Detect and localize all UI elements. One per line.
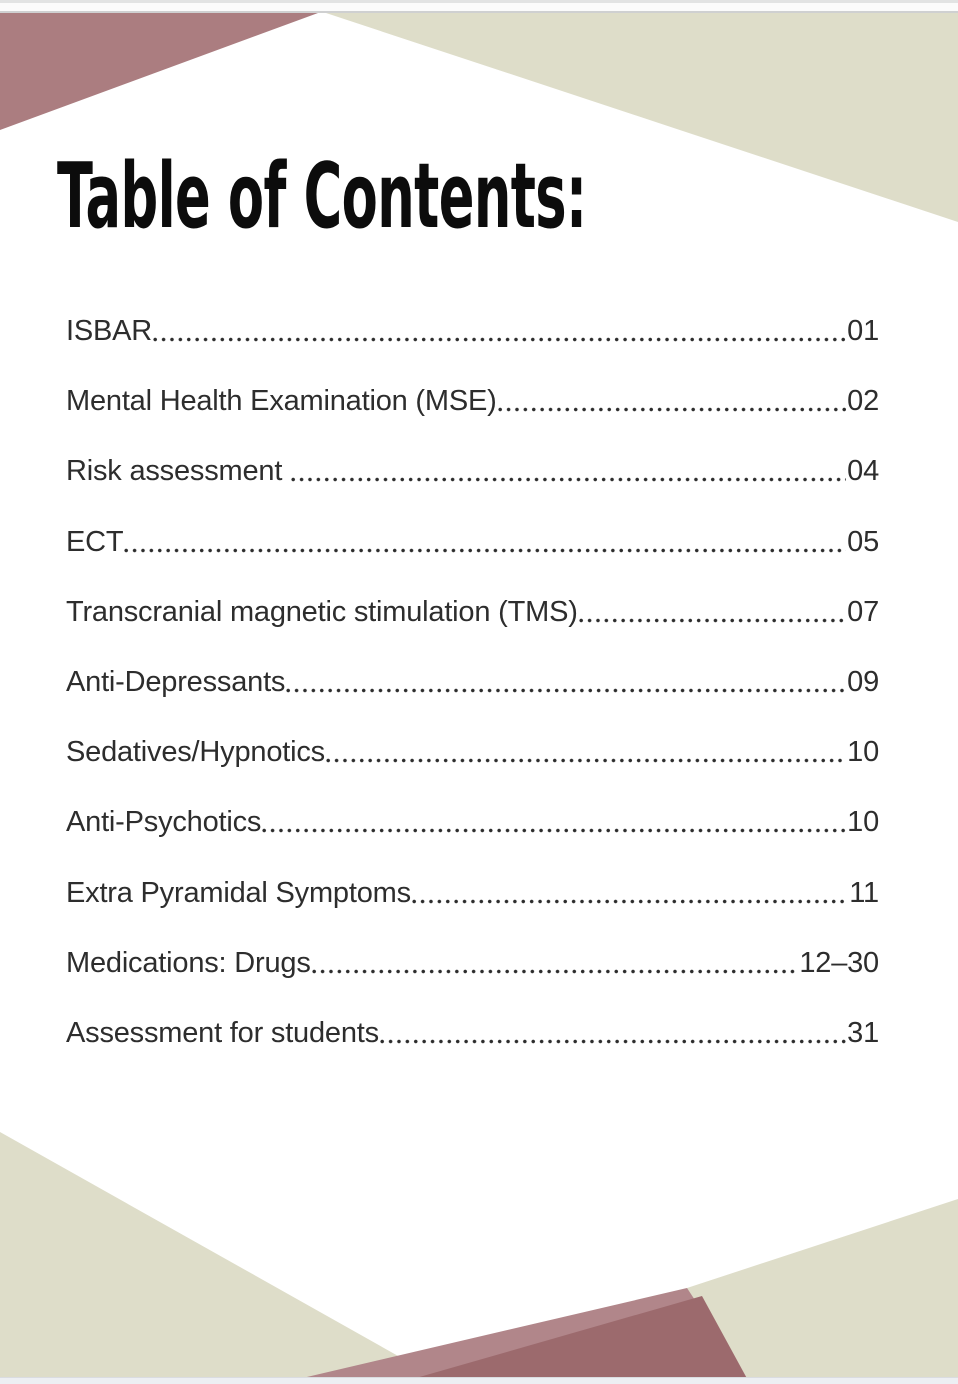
toc-entry (66, 456, 879, 487)
toc-entry-label: Anti-Depressants (66, 665, 286, 698)
toc-entry-label: Transcranial magnetic stimulation (TMS) (66, 595, 578, 628)
dots-leader (326, 758, 846, 763)
toc-entry (66, 807, 879, 838)
toc-entry-label: Sedatives/Hypnotics (66, 736, 325, 769)
bottom-left-khaki-triangle (0, 1132, 448, 1384)
toc-entry-label: Extra Pyramidal Symptoms (66, 876, 411, 909)
toc-entry (66, 386, 879, 417)
dots-leader (286, 688, 846, 693)
dots-leader (124, 548, 846, 553)
table-of-contents (66, 316, 879, 1088)
toc-entry-page: 05 (847, 525, 879, 558)
toc-entry-page: 02 (847, 385, 879, 418)
toc-entry-page: 31 (847, 1016, 879, 1049)
toc-entry (66, 667, 879, 698)
toc-entry-page: 09 (847, 665, 879, 698)
toc-entry (66, 527, 879, 558)
toc-entry-label: Assessment for students (66, 1016, 379, 1049)
toc-entry-label: Mental Health Examination (MSE) (66, 385, 497, 418)
toc-entry-page: 10 (847, 736, 879, 769)
toc-entry (66, 878, 879, 909)
dots-leader (291, 477, 846, 482)
window-bottom-edge (0, 1377, 958, 1384)
toc-entry (66, 1018, 879, 1049)
toc-entry-label: ECT (66, 525, 124, 558)
page-title: Table of Contents: (57, 144, 587, 249)
toc-entry (66, 597, 879, 628)
toc-entry (66, 948, 879, 979)
toc-entry-page: 10 (847, 806, 879, 839)
dots-leader (153, 337, 846, 342)
toc-entry-label: Risk assessment (66, 455, 291, 488)
dots-leader (312, 969, 799, 974)
toc-entry-label: Medications: Drugs (66, 946, 311, 979)
top-left-mauve-triangle (0, 13, 318, 130)
dots-leader (498, 407, 847, 412)
bottom-mauve-dark-triangle (395, 1296, 750, 1384)
toc-entry-page: 04 (847, 455, 879, 488)
toc-entry-label: Anti-Psychotics (66, 806, 262, 839)
toc-entry-page: 07 (847, 595, 879, 628)
toc-entry-label: ISBAR (66, 315, 153, 347)
dots-leader (412, 899, 848, 904)
dots-leader (380, 1039, 846, 1044)
toc-entry-page: 01 (847, 315, 879, 347)
dots-leader (262, 828, 846, 833)
window-top-edge (0, 0, 958, 13)
dots-leader (579, 618, 846, 623)
toc-entry (66, 737, 879, 768)
toc-entry (66, 316, 879, 347)
toc-entry-page: 12–30 (799, 946, 879, 979)
toc-entry-page: 11 (849, 876, 879, 909)
